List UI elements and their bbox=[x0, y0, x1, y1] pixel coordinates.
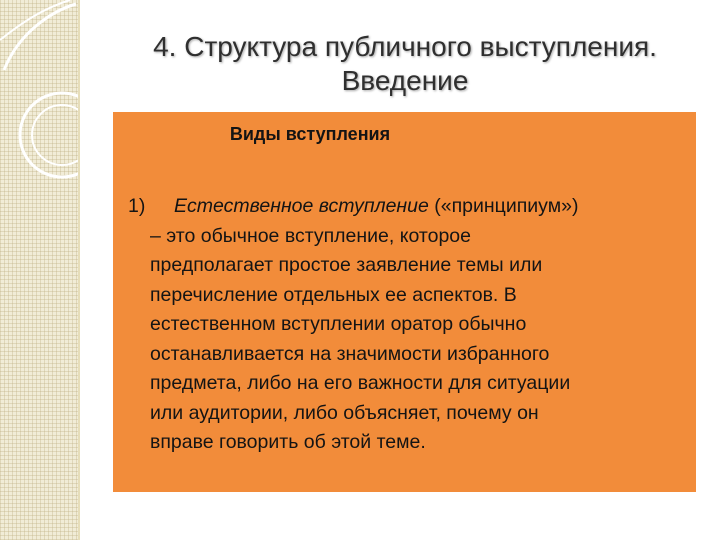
body-line: перечисление отдельных ее аспектов. В bbox=[150, 283, 517, 306]
list-item bbox=[128, 192, 694, 458]
list-item-first-line bbox=[128, 192, 694, 222]
slide-title bbox=[100, 30, 710, 98]
body-line: – это обычное вступление, которое bbox=[150, 224, 471, 247]
term-name: Естественное вступление bbox=[174, 195, 429, 217]
term-note: («принципиум») bbox=[428, 195, 579, 217]
slide-title-line-2: Введение bbox=[341, 65, 469, 96]
decorative-sidebar bbox=[0, 0, 80, 540]
panel-heading: Виды вступления bbox=[229, 124, 391, 144]
body-line: предполагает простое заявление темы или bbox=[150, 254, 543, 276]
body-line: останавливается на значимости избранного bbox=[150, 342, 550, 365]
list-item-body bbox=[128, 222, 694, 458]
body-line: или аудитории, либо объясняет, почему он bbox=[150, 401, 539, 424]
list-item-number: 1) bbox=[128, 195, 146, 217]
decorative-swirl-graphic bbox=[0, 0, 78, 540]
body-line: вправе говорить об этой теме. bbox=[150, 431, 426, 453]
body-line: предмета, либо на его важности для ситуации bbox=[150, 372, 571, 394]
body-line: естественном вступлении оратор обычно bbox=[150, 313, 527, 335]
slide-title-line-1: 4. Структура публичного выступления. bbox=[153, 31, 657, 62]
